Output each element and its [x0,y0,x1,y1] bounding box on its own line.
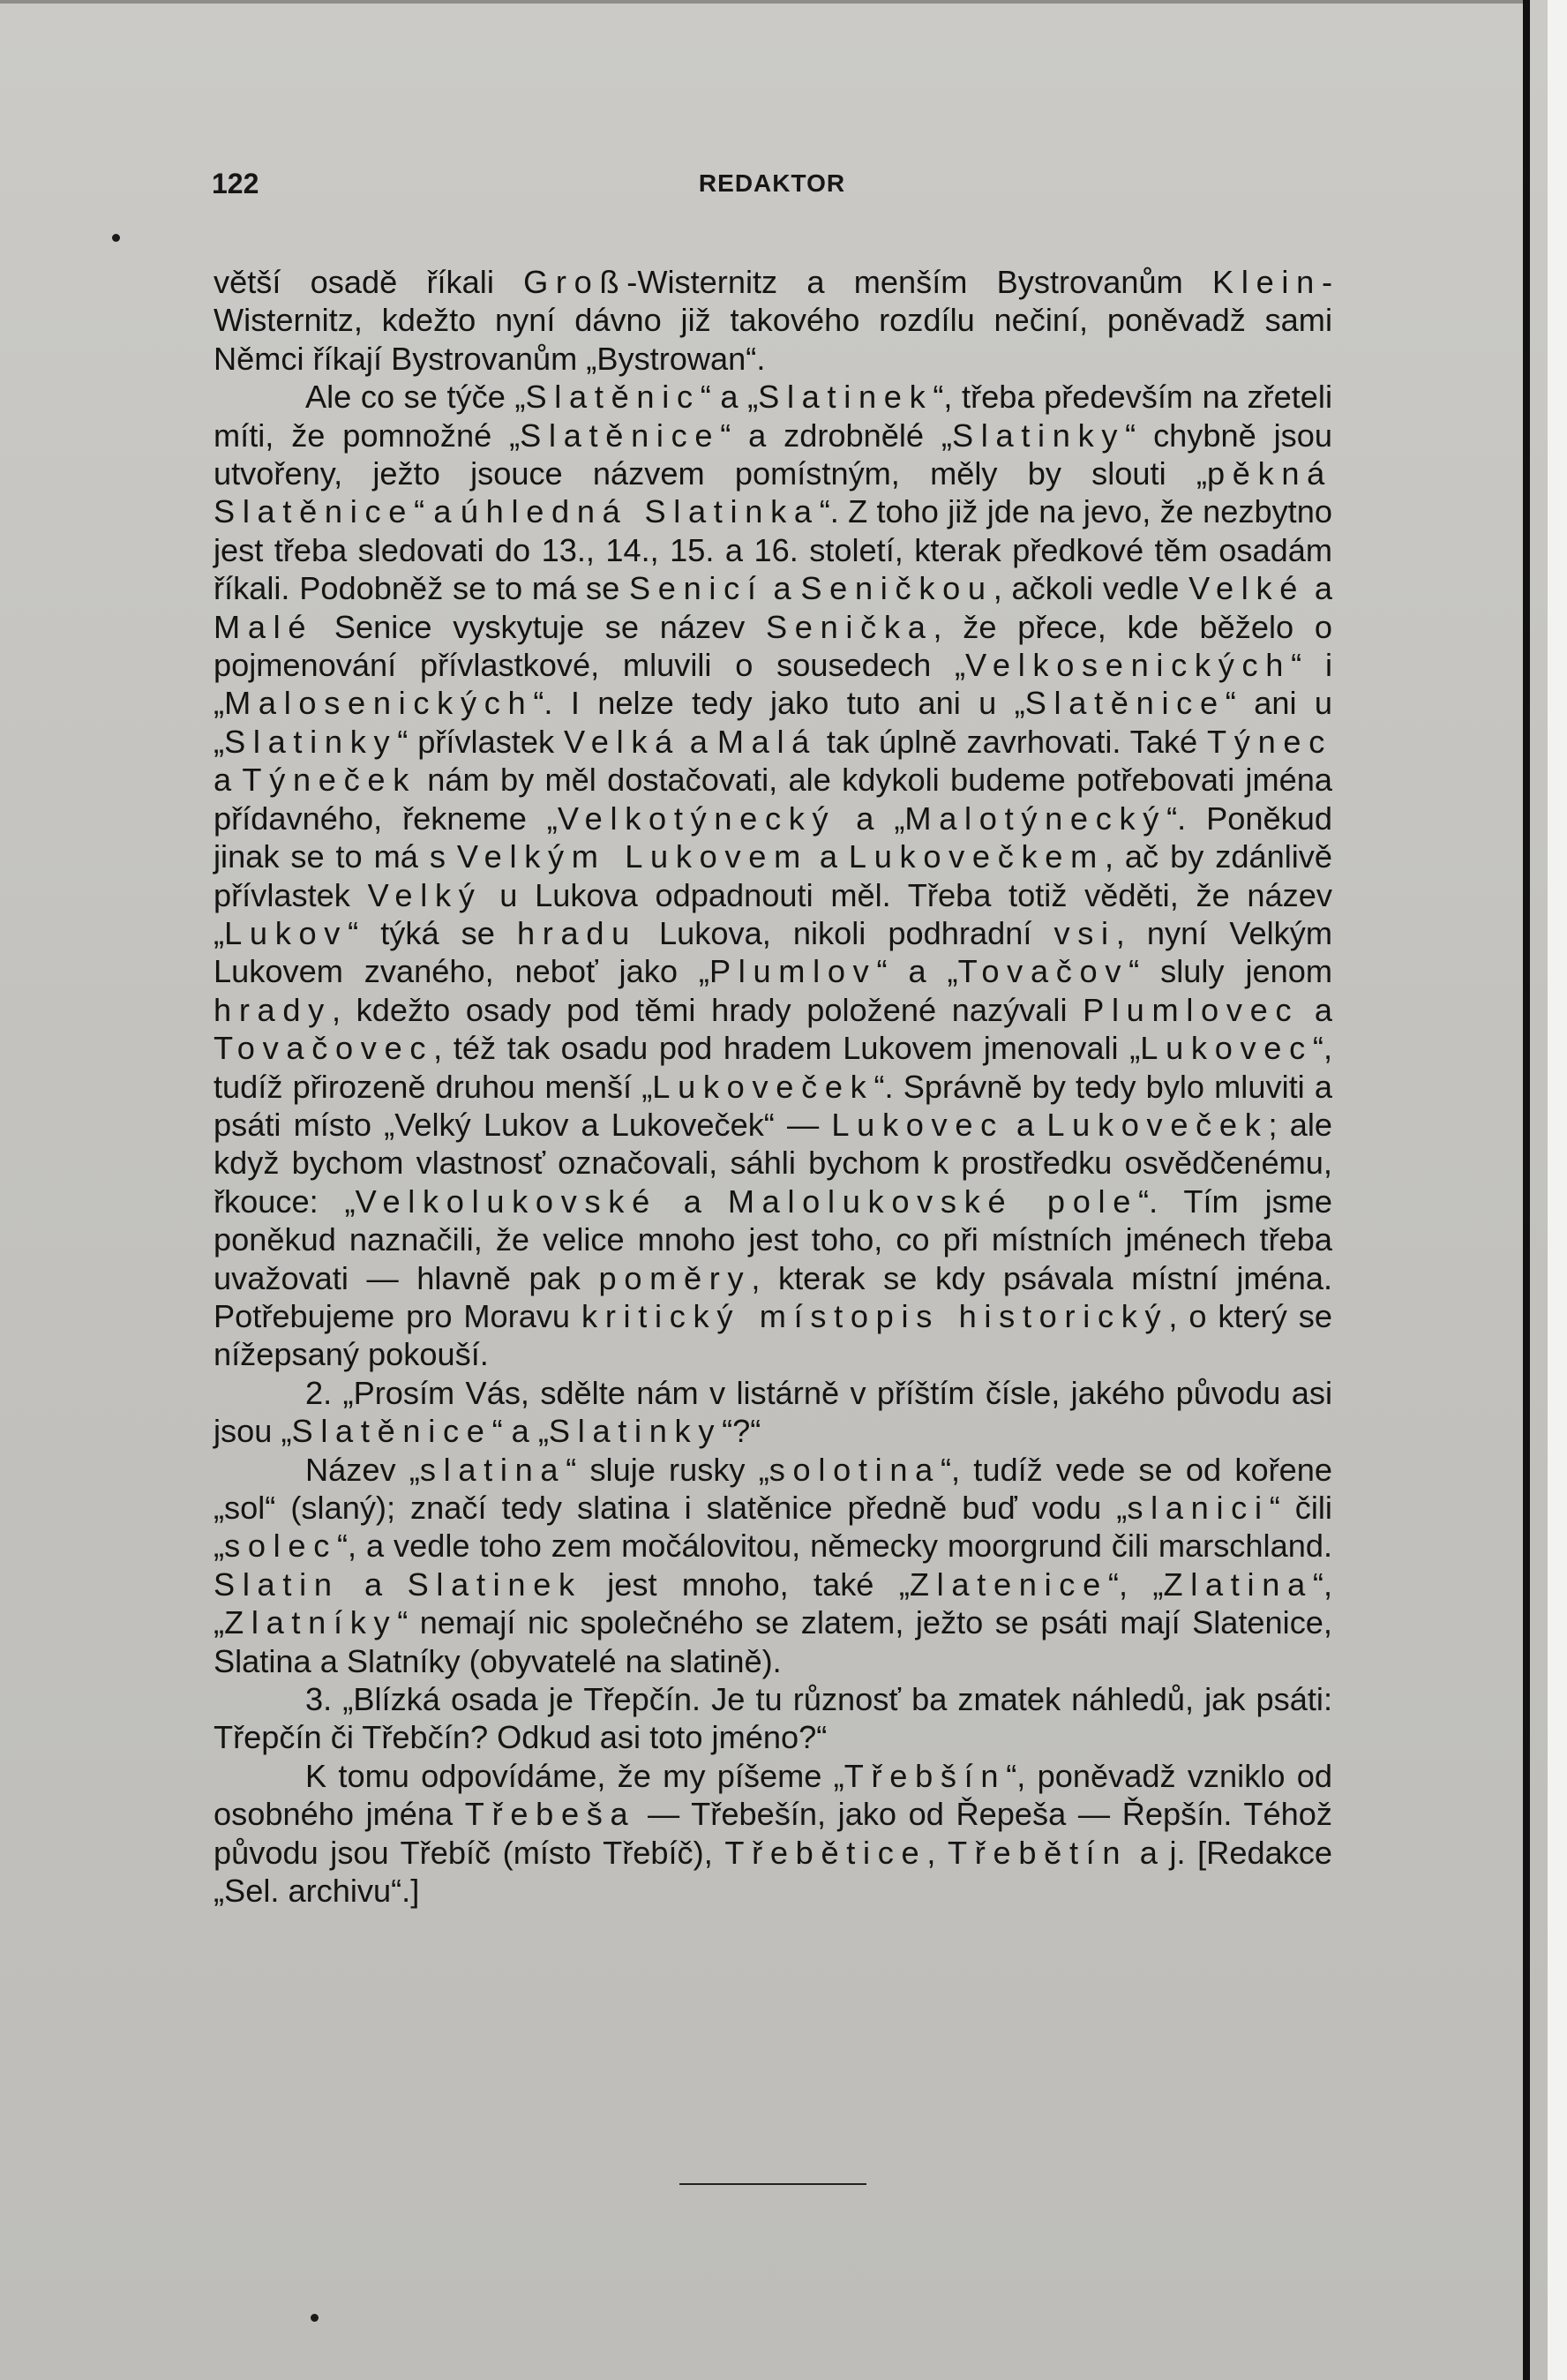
spaced-term: Zlatina [1163,1565,1313,1603]
running-title: REDAKTOR [698,169,846,197]
spaced-term: Lukovec [831,1106,1004,1143]
spaced-term: Slatinky [224,723,398,760]
spaced-term: hradu [516,914,637,951]
text-run: “ čili „ [214,1490,1332,1565]
spaced-term: Tovačovec [214,1030,434,1067]
text-run: jest mnoho, také „ [581,1565,910,1603]
text-run: a j. [Redakce „Sel. archivu“.] [214,1834,1333,1910]
text-run: “, „ [214,1565,1333,1641]
spaced-term: Velkotýnecký [557,800,836,837]
text-run: , že přece, kde běželo o pojmenování přívlastkové, mluvili o sousedech „ [214,608,1332,684]
text-run: ; ale když bychom vlastnosť označovali, sáhli bychom k prostředku osvědčenému, řkouce: „ [214,1106,1332,1220]
text-run: a [339,1565,408,1603]
spaced-term: Slatěnice [1024,685,1226,722]
text-run: a [679,723,717,760]
text-run: “ sluly jenom [1128,953,1332,990]
text-run: “, „ [1107,1565,1164,1603]
text-run: větší osadě říkali [214,264,524,300]
text-run: “, poněvadž vzniklo od osobného jména [214,1757,1332,1833]
spaced-term: pěkná Slatěnice [214,455,1332,530]
text-run: a [1003,1106,1047,1143]
text-run: “ a zdrobnělé „ [720,417,952,454]
text-run: Název „ [305,1451,420,1488]
spaced-term: Zlatenice [909,1565,1108,1603]
spaced-term: Malá [716,723,818,760]
spaced-term: Třebšín [843,1757,1007,1794]
end-rule [679,2183,866,2185]
text-run: a [214,762,243,799]
text-run: “ přívlastek [397,723,564,760]
text-run: “. Poněkud jinak se to má s [214,800,1332,875]
spaced-term: Slatinky [951,417,1126,454]
text-run: Ale co se týče „ [305,379,526,416]
spaced-term: Seničkou [800,570,993,607]
text-run: “ a „ [876,953,958,990]
page-number: 122 [212,168,259,199]
ink-speck [311,2314,319,2322]
spaced-term: Slatěnice [291,1413,492,1450]
text-run: “ a [414,493,461,530]
text-run: “ ani u „ [214,685,1333,760]
text-run: “, a vedle toho zem močálovitou, německy moorgrund čili marschland. [336,1528,1332,1565]
paragraph-p5 [214,1680,1332,1757]
text-run: , též tak osadu pod hradem Lukovem jmenovali „ [433,1030,1141,1067]
spaced-term: poměry [598,1259,752,1296]
text-run: “. Správně by tedy bylo mluviti a psáti místo „Velký Lukov a Lukoveček“ — [214,1068,1332,1143]
text-run: , o který se nížepsaný pokouší. [214,1297,1332,1373]
scan-border-top [0,0,1523,4]
text-run: Senice vyskytuje se název [313,608,766,645]
text-run: u Lukova odpadnouti měl. Třeba totiž věděti, že název „ [214,876,1332,951]
spaced-term: Lukov [224,914,349,951]
spaced-term: Slatin [214,1565,340,1603]
spaced-term: solotina [769,1451,941,1488]
spaced-term: Senicí [628,570,764,607]
running-header [212,168,1332,212]
text-run: a [763,570,801,607]
spaced-term: Slatinky [548,1413,723,1450]
spaced-term: Třebeša [464,1796,636,1833]
spaced-term: Malé [214,608,314,645]
paragraph-p1 [214,263,1332,378]
text-run: “ chybně jsou utvořeny, ježto jsouce názvem pomístným, měly by slouti „ [214,417,1332,492]
spaced-term: Groß [523,264,627,300]
spaced-term: solec [224,1528,337,1565]
text-run: “. Tím jsme poněkud naznačili, že velice mnoho jest toho, co při místních jménech třeba uvažovati — hlavně pak [214,1182,1332,1296]
text-run: “, třeba především na zřeteli míti, že pomnožné „ [214,379,1332,454]
spaced-term: Klein [1212,264,1322,300]
text-run: , ač by zdánlivě přívlastek [214,838,1332,913]
spaced-term: slanici [1127,1490,1270,1526]
spaced-term: Velkolukovské [355,1182,657,1220]
text-run: “, tudíž vede se od kořene „sol“ (slaný); značí tedy slatina i slatěnice předně buď vodu „ [214,1451,1333,1526]
spaced-term: Tovačov [957,953,1129,990]
spaced-term: hrady [214,991,332,1028]
spaced-term: Zlatníky [224,1604,398,1641]
text-run: “ sluje rusky „ [566,1451,769,1488]
text-run: , kdežto osady pod těmi hrady položené nazývali [331,991,1083,1028]
text-run: a [1305,570,1333,607]
text-run: -Wisternitz, kdežto nyní dávno již takového rozdílu nečiní, poněvadž sami Němci říkají Bystrovanům „Bystrowan“. [214,264,1332,377]
paragraph-p6 [214,1757,1332,1911]
spaced-term: Malosenických [224,685,534,722]
text-run: a „ [836,800,905,837]
spaced-term: Slatinek [407,1565,582,1603]
text-run: — Třebešín, jako od Řepeša — Řepšín. Téhož původu jsou Třebíč (místo Třebíč), [214,1796,1332,1871]
spaced-term: Velkosenických [965,647,1292,684]
scan-border-far-right [1548,0,1567,2380]
scan-border-right [1523,0,1530,2380]
spaced-term: Lukoveček [1046,1106,1269,1143]
text-run: a [1299,991,1333,1028]
text-run: “?“ [722,1413,761,1450]
text-run: “ a „ [700,379,759,416]
text-run: , [926,1834,948,1871]
spaced-term: Velký [367,876,483,913]
text-run: “. Z toho již jde na jevo, že nezbytno jest třeba sledovati do 13., 14., 15. a 16. století, kterak předkové těm osadám říkali. Podobněž se to má se [214,493,1332,607]
ink-speck [112,234,120,242]
spaced-term: vsi [1053,914,1116,951]
spaced-term: Slatěnic [525,379,701,416]
spaced-term: Velkým Lukovem [456,838,808,875]
text-run: “, tudíž přirozeně druhou menší „ [214,1030,1332,1105]
spaced-term: Plumlov [709,953,877,990]
spaced-term: Slatěnice [520,417,721,454]
text-run: “ týká se [348,914,517,951]
text-run: “. I nelze tedy jako tuto ani u „ [533,685,1025,722]
paragraph-p3 [214,1374,1332,1451]
spaced-term: Týnec [1207,723,1332,760]
article-body [214,263,1332,1910]
spaced-term: Slatinek [758,379,933,416]
spaced-term: Velké [1188,570,1306,607]
spaced-term: úhledná Slatinka [460,493,820,530]
text-run: a [656,1182,728,1220]
spaced-term: Plumlovec [1083,991,1300,1028]
spaced-term: Velká [563,723,680,760]
text-run: , nyní Velkým Lukovem zvaného, neboť jako „ [214,914,1332,990]
spaced-term: kritický místopis historický [581,1297,1169,1334]
text-run: tak úplně zavrhovati. Také [817,723,1208,760]
text-run: nám by měl dostačovati, ale kdykoli budeme potřebovati jména přídavného, řekneme „ [214,762,1332,837]
spaced-term: Třebětín [947,1834,1128,1871]
spaced-term: Senička [765,608,933,645]
spaced-term: Lukovečkem [848,838,1105,875]
spaced-term: Týneček [242,762,417,799]
text-run: K tomu odpovídáme, že my píšeme „ [305,1757,844,1794]
spaced-term: slatina [419,1451,566,1488]
spaced-term: Třebětice [724,1834,927,1871]
text-run: 3. „Blízká osada je Třepčín. Je tu různosť ba zmatek náhledů, jak psáti: Třepčín či Třebčín? Odkud asi toto jméno?“ [214,1681,1332,1756]
spaced-term: Malotýnecký [904,800,1167,837]
text-run: , ačkoli vedle [993,570,1189,607]
text-run: -Wisternitz a menším Bystrovanům [626,264,1213,300]
text-run: a [807,838,849,875]
text-run: 2. „Prosím Vás, sdělte nám v listárně v příštím čísle, jakého původu asi jsou „ [214,1374,1332,1450]
paragraph-p4 [214,1451,1332,1680]
spaced-term: Lukoveček [652,1068,874,1105]
text-run: “ nemají nic společného se zlatem, ježto se psáti mají Slatenice, Slatina a Slatníky (obyvatelé na slatině). [214,1604,1332,1679]
text-run: “ i „ [214,647,1332,722]
text-run: “ a „ [491,1413,549,1450]
spaced-term: Malolukovské pole [727,1182,1139,1220]
spaced-term: Lukovec [1140,1030,1313,1067]
text-run: Lukova, nikoli podhradní [636,914,1054,951]
text-run: , kterak se kdy psávala místní jména. Potřebujeme pro Moravu [214,1259,1333,1334]
paragraph-p2 [214,378,1332,1374]
